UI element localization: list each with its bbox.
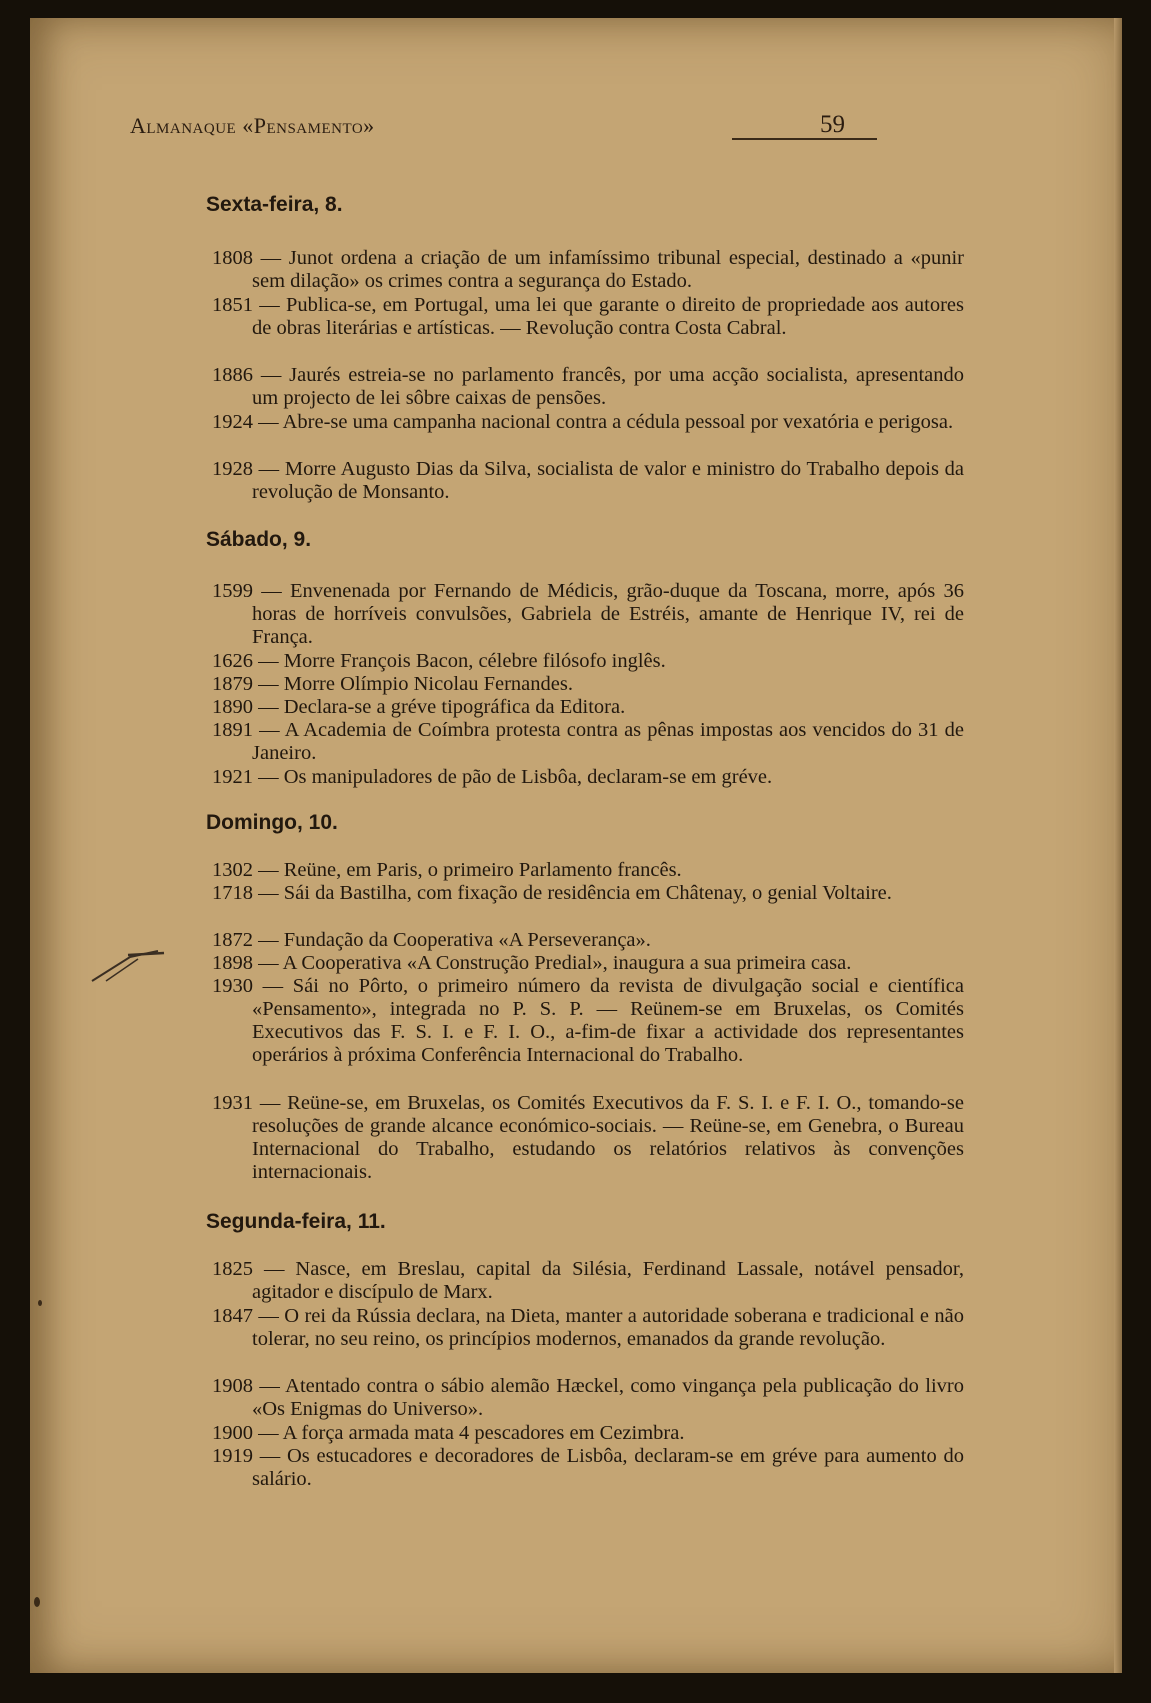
chronology-entry bbox=[134, 364, 964, 410]
entry-year: 1808 bbox=[212, 247, 253, 269]
entry-year: 1919 bbox=[212, 1445, 253, 1467]
entry-year: 1921 bbox=[212, 766, 253, 788]
entry-description: A força armada mata 4 pescadores em Cezimbra. bbox=[282, 1422, 685, 1444]
entry-description: Fundação da Cooperativa «A Perseverança». bbox=[283, 929, 651, 951]
chronology-entry bbox=[134, 719, 964, 765]
entry-description: A Cooperativa «A Construção Predial», inaugura a sua primeira casa. bbox=[282, 952, 852, 974]
chronology-entry bbox=[134, 882, 964, 905]
entry-year: 1908 bbox=[212, 1375, 253, 1397]
entry-text: 1891 — A Academia de Coímbra protesta contra as pênas impostas aos vencidos do 31 de Janeiro. bbox=[212, 719, 965, 764]
entry-text: 1898 — A Cooperativa «A Construção Predial», inaugura a sua primeira casa. bbox=[212, 952, 852, 974]
entry-text: 1890 — Declara-se a gréve tipográfica da Editora. bbox=[212, 696, 626, 718]
entry-text: 1808 — Junot ordena a criação de um infamíssimo tribunal especial, destinado a «punir sem dilação» os crimes contra a segurança do Estado. bbox=[212, 247, 965, 292]
entry-year: 1847 bbox=[212, 1305, 253, 1327]
entry-text: 1718 — Sái da Bastilha, com fixação de residência em Châtenay, o genial Voltaire. bbox=[212, 882, 892, 904]
entry-description: Declara-se a gréve tipográfica da Editora. bbox=[283, 696, 626, 718]
entry-text: 1931 — Reüne-se, em Bruxelas, os Comités Executivos da F. S. I. e F. I. O., tomando-se resoluções de grande alcance económico-sociais. — Reüne-se, em Genebra, o Bureau Internacional do Trabalho, estudando os relatórios relativos às convenções internacionais. bbox=[212, 1092, 965, 1183]
entry-text: 1900 — A força armada mata 4 pescadores em Cezimbra. bbox=[212, 1422, 685, 1444]
entry-year: 1599 bbox=[212, 580, 253, 602]
pencil-mark-icon bbox=[88, 945, 168, 985]
day-heading: Sábado, 9. bbox=[206, 528, 312, 551]
entry-year: 1718 bbox=[212, 882, 253, 904]
entry-year: 1872 bbox=[212, 929, 253, 951]
chronology-entry bbox=[134, 1422, 964, 1445]
entry-description: Morre Augusto Dias da Silva, socialista de valor e ministro do Trabalho depois da revolução de Monsanto. bbox=[252, 458, 965, 503]
entry-text: 1626 — Morre François Bacon, célebre filósofo inglês. bbox=[212, 650, 666, 672]
chronology-entry bbox=[134, 975, 964, 1067]
day-heading: Domingo, 10. bbox=[206, 811, 338, 834]
entry-text: 1879 — Morre Olímpio Nicolau Fernandes. bbox=[212, 673, 573, 695]
entry-text: 1825 — Nasce, em Breslau, capital da Silésia, Ferdinand Lassale, notável pensador, agitador e discípulo de Marx. bbox=[212, 1258, 964, 1303]
entry-text: 1851 — Publica-se, em Portugal, uma lei que garante o direito de propriedade aos autores de obras literárias e artísticas. — Revolução contra Costa Cabral. bbox=[212, 294, 965, 339]
chronology-entry bbox=[134, 580, 964, 649]
chronology-entry bbox=[134, 766, 964, 789]
entry-text: 1919 — Os estucadores e decoradores de Lisbôa, declaram-se em gréve para aumento do salário. bbox=[212, 1445, 964, 1490]
chronology-entry bbox=[134, 1375, 964, 1421]
entry-text: 1872 — Fundação da Cooperativa «A Perseverança». bbox=[212, 929, 651, 951]
entry-text: 1908 — Atentado contra o sábio alemão Hæckel, como vingança pela publicação do livro «Os Enigmas do Universo». bbox=[212, 1375, 964, 1420]
entry-description: Sái da Bastilha, com fixação de residência em Châtenay, o genial Voltaire. bbox=[283, 882, 892, 904]
entry-description: Sái no Pôrto, o primeiro número da revista de divulgação social e científica «Pensamento», integrada no P. S. P. — Reünem-se em Bruxelas, os Comités Executivos das F. S. I. e F. I. O., a-fim-de fixar a actividade dos representantes operários à próxima Conferência Internacional do Trabalho. bbox=[252, 975, 965, 1066]
entry-text: 1928 — Morre Augusto Dias da Silva, socialista de valor e ministro do Trabalho depois da revolução de Monsanto. bbox=[212, 458, 965, 503]
entry-description: O rei da Rússia declara, na Dieta, manter a autoridade soberana e tradicional e não tolerar, no seu reino, os princípios modernos, emanados da grande revolução. bbox=[252, 1305, 964, 1350]
chronology-entry bbox=[134, 1305, 964, 1351]
entry-description: Reüne-se, em Bruxelas, os Comités Executivos da F. S. I. e F. I. O., tomando-se resoluções de grande alcance económico-sociais. — Reüne-se, em Genebra, o Bureau Internacional do Trabalho, estudando os relatórios relativos às convenções internacionais. bbox=[252, 1092, 965, 1183]
entry-description: Nasce, em Breslau, capital da Silésia, Ferdinand Lassale, notável pensador, agitador e discípulo de Marx. bbox=[252, 1258, 964, 1303]
entry-year: 1930 bbox=[212, 975, 253, 997]
chronology-entry bbox=[134, 458, 964, 504]
entry-description: Junot ordena a criação de um infamíssimo tribunal especial, destinado a «punir sem dilação» os crimes contra a segurança do Estado. bbox=[252, 247, 965, 292]
entry-description: Morre Olímpio Nicolau Fernandes. bbox=[283, 673, 573, 695]
entry-description: Abre-se uma campanha nacional contra a cédula pessoal por vexatória e perigosa. bbox=[282, 411, 954, 433]
entry-year: 1886 bbox=[212, 364, 253, 386]
entry-year: 1825 bbox=[212, 1258, 253, 1280]
ink-speck bbox=[34, 1597, 40, 1607]
day-heading: Sexta-feira, 8. bbox=[206, 193, 343, 216]
chronology-entry bbox=[134, 859, 964, 882]
chronology-entry bbox=[134, 650, 964, 673]
chronology-entry bbox=[134, 1092, 964, 1184]
entry-year: 1891 bbox=[212, 719, 253, 741]
entry-text: 1924 — Abre-se uma campanha nacional contra a cédula pessoal por vexatória e perigosa. bbox=[212, 411, 954, 433]
entry-description: Envenenada por Fernando de Médicis, grão-duque da Toscana, morre, após 36 horas de horríveis convulsões, Gabriela de Estréis, amante de Henrique IV, rei de França. bbox=[252, 580, 964, 648]
entry-year: 1931 bbox=[212, 1092, 253, 1114]
entry-description: Os manipuladores de pão de Lisbôa, declaram-se em gréve. bbox=[283, 766, 773, 788]
chronology-entry bbox=[134, 1445, 964, 1491]
day-heading: Segunda-feira, 11. bbox=[206, 1210, 386, 1233]
entry-text: 1302 — Reüne, em Paris, o primeiro Parlamento francês. bbox=[212, 859, 682, 881]
header-rule bbox=[732, 138, 877, 140]
entry-year: 1890 bbox=[212, 696, 253, 718]
entry-description: Publica-se, em Portugal, uma lei que garante o direito de propriedade aos autores de obras literárias e artísticas. — Revolução contra Costa Cabral. bbox=[252, 294, 965, 339]
chronology-entry bbox=[134, 696, 964, 719]
page-number: 59 bbox=[820, 111, 845, 138]
entry-text: 1886 — Jaurés estreia-se no parlamento francês, por uma acção socialista, apresentando um projecto de lei sôbre caixas de pensões. bbox=[212, 364, 965, 409]
entry-year: 1900 bbox=[212, 1422, 253, 1444]
chronology-entry bbox=[134, 294, 964, 340]
entry-text: 1847 — O rei da Rússia declara, na Dieta, manter a autoridade soberana e tradicional e não tolerar, no seu reino, os princípios modernos, emanados da grande revolução. bbox=[212, 1305, 964, 1350]
entry-description: Atentado contra o sábio alemão Hæckel, como vingança pela publicação do livro «Os Enigmas do Universo». bbox=[252, 1375, 964, 1420]
entry-description: A Academia de Coímbra protesta contra as pênas impostas aos vencidos do 31 de Janeiro. bbox=[252, 719, 965, 764]
chronology-entry bbox=[134, 673, 964, 696]
chronology-entry bbox=[134, 929, 964, 952]
entry-year: 1879 bbox=[212, 673, 253, 695]
entry-year: 1898 bbox=[212, 952, 253, 974]
entry-description: Jaurés estreia-se no parlamento francês, por uma acção socialista, apresentando um projecto de lei sôbre caixas de pensões. bbox=[252, 364, 965, 409]
entry-text: 1599 — Envenenada por Fernando de Médicis, grão-duque da Toscana, morre, após 36 horas de horríveis convulsões, Gabriela de Estréis, amante de Henrique IV, rei de França. bbox=[212, 580, 964, 648]
entry-year: 1626 bbox=[212, 650, 253, 672]
entry-description: Os estucadores e decoradores de Lisbôa, declaram-se em gréve para aumento do salário. bbox=[252, 1445, 964, 1490]
almanac-title: Almanaque «Pensamento» bbox=[130, 113, 375, 138]
page-edge bbox=[1114, 18, 1122, 1673]
entry-text: 1921 — Os manipuladores de pão de Lisbôa, declaram-se em gréve. bbox=[212, 766, 773, 788]
entry-year: 1851 bbox=[212, 294, 253, 316]
entry-year: 1928 bbox=[212, 458, 253, 480]
entry-year: 1302 bbox=[212, 859, 253, 881]
entry-description: Reüne, em Paris, o primeiro Parlamento francês. bbox=[283, 859, 682, 881]
entry-year: 1924 bbox=[212, 411, 253, 433]
entry-text: 1930 — Sái no Pôrto, o primeiro número da revista de divulgação social e científica «Pensamento», integrada no P. S. P. — Reünem-se em Bruxelas, os Comités Executivos das F. S. I. e F. I. O., a-fim-de fixar a actividade dos representantes operários à próxima Conferência Internacional do Trabalho. bbox=[212, 975, 965, 1066]
chronology-entry bbox=[134, 247, 964, 293]
chronology-entry bbox=[134, 411, 964, 434]
chronology-entry bbox=[134, 1258, 964, 1304]
chronology-entry bbox=[134, 952, 964, 975]
ink-speck bbox=[38, 1300, 42, 1306]
entry-description: Morre François Bacon, célebre filósofo inglês. bbox=[283, 650, 666, 672]
